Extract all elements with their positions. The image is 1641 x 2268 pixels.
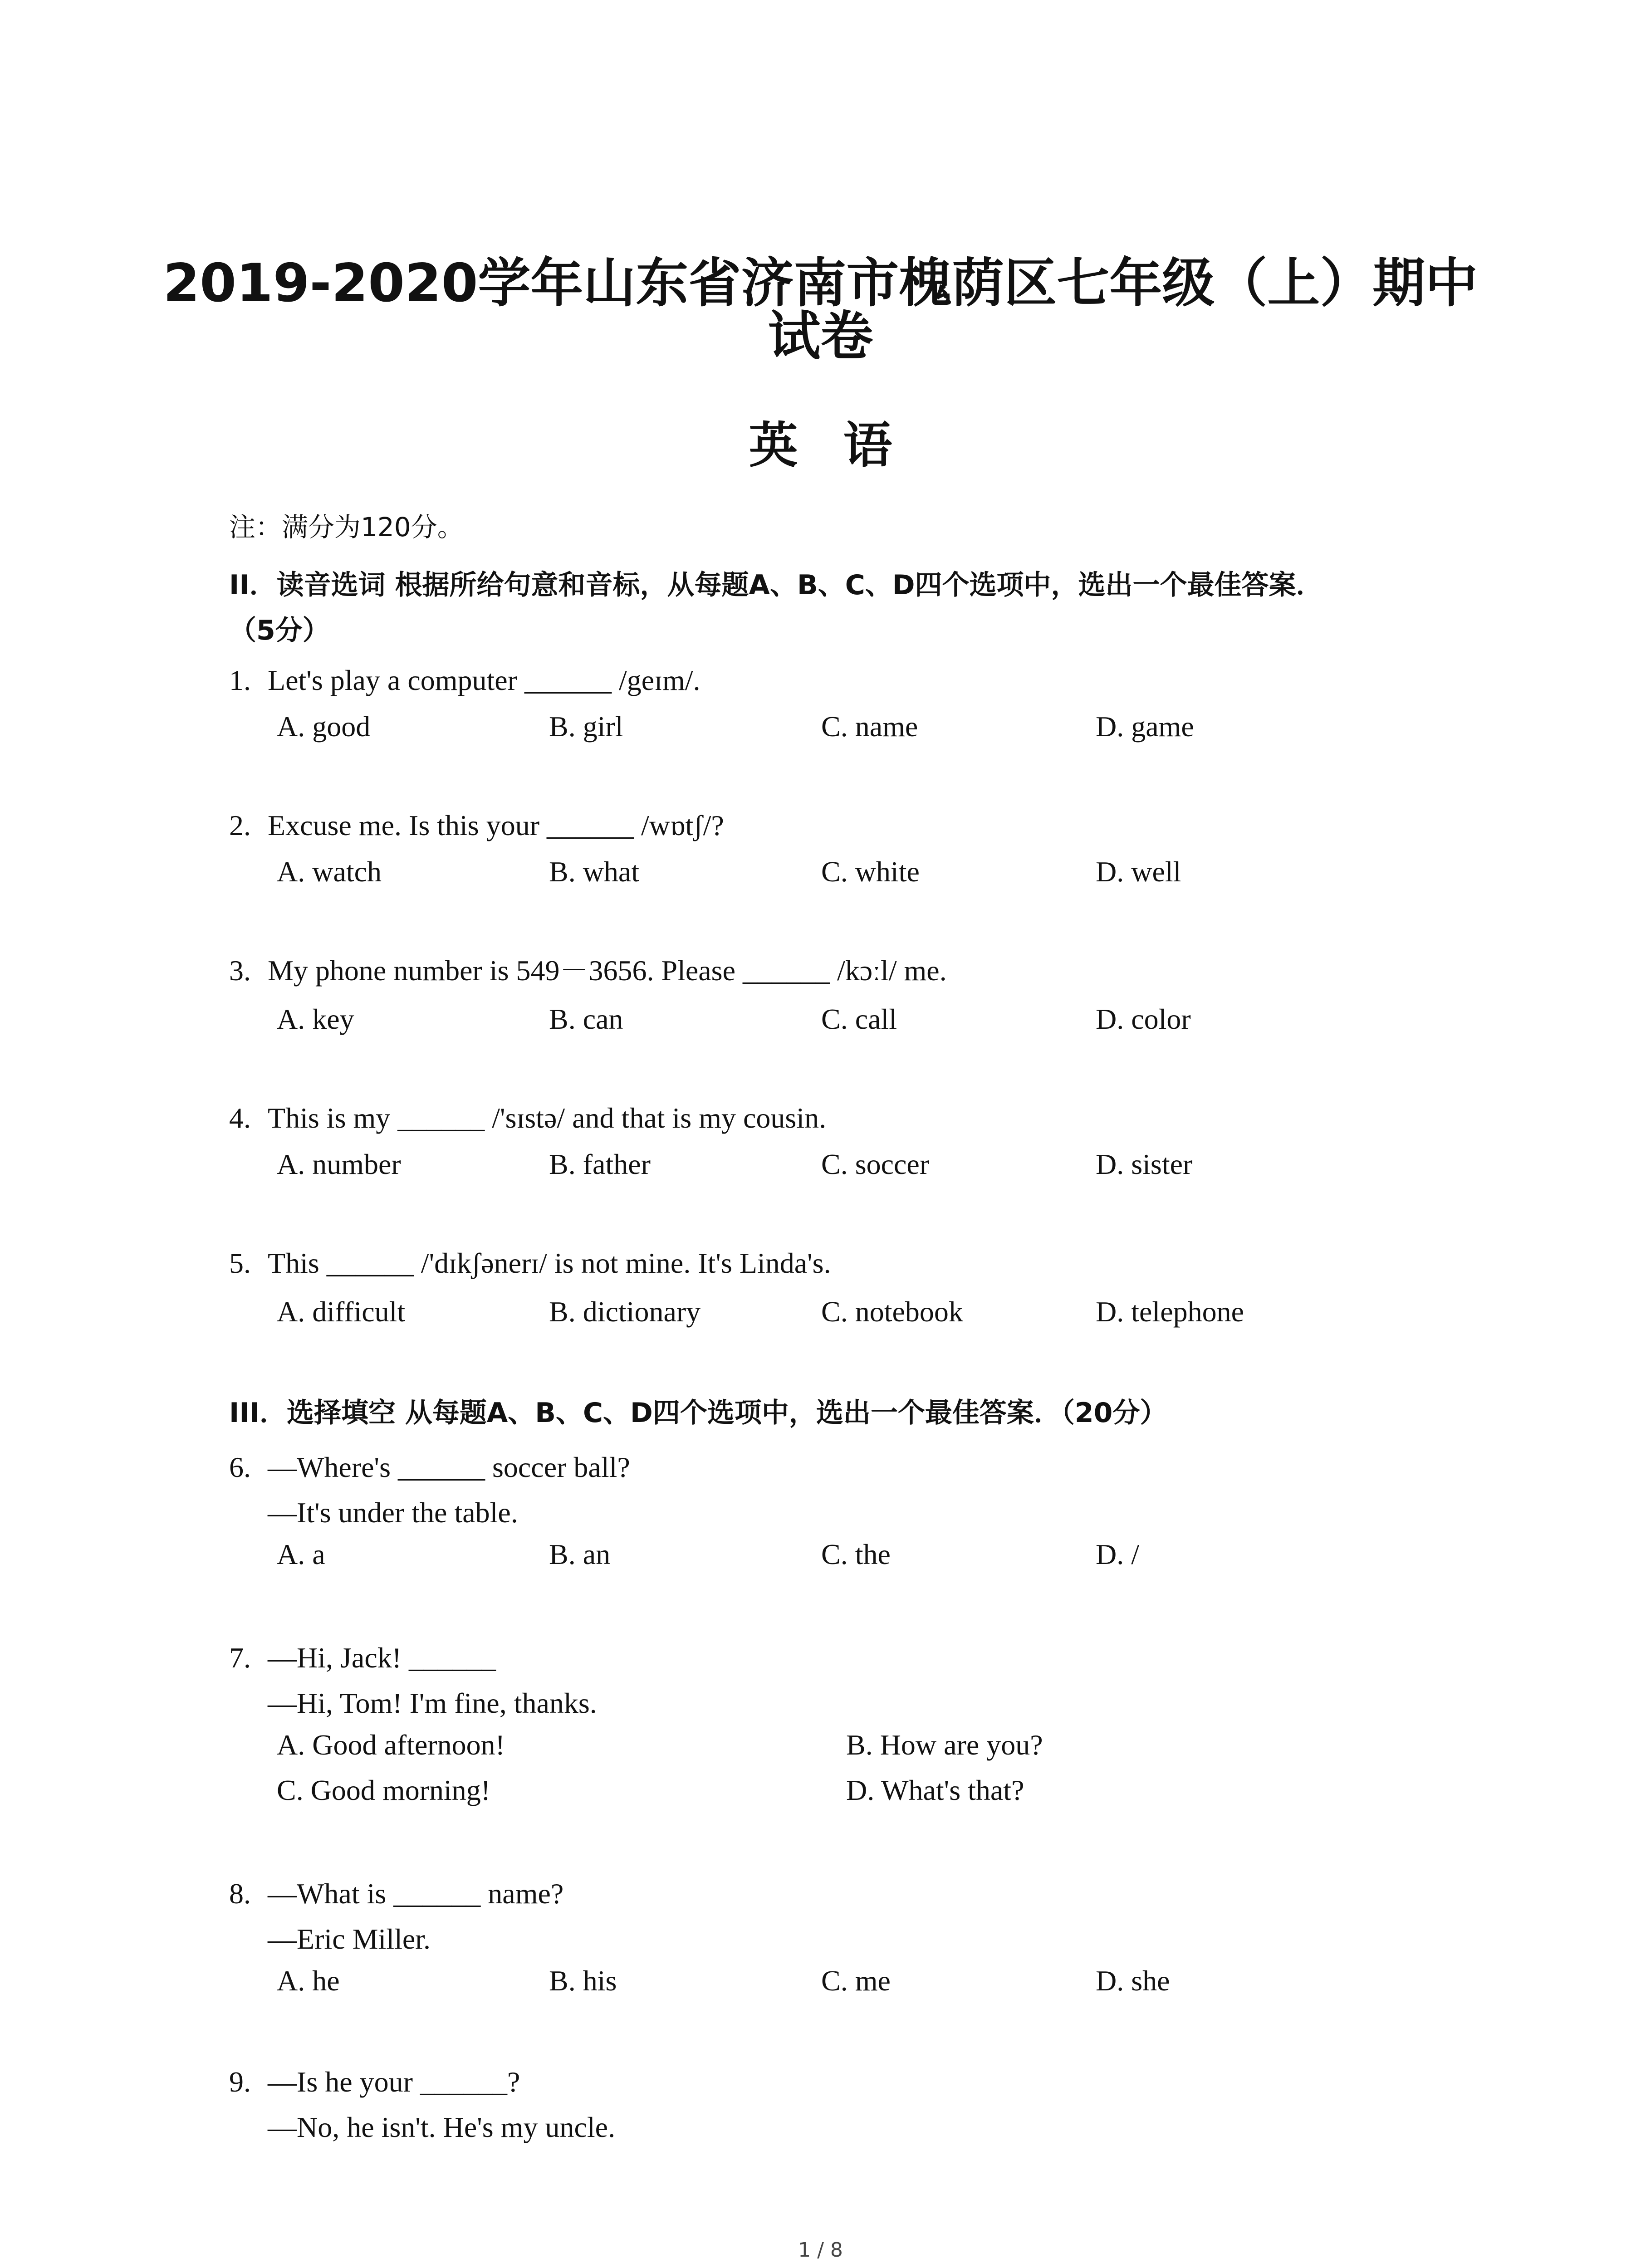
question-8 [229,1871,563,1916]
q9-reply: —No, he isn't. He's my uncle. [268,2111,616,2143]
q3-option-c: C. call [821,1003,897,1035]
question-number: 9. [229,2066,251,2098]
exam-title-line2: 试卷 [768,306,873,367]
question-number: 3. [229,954,251,987]
q4-option-a: A. number [277,1148,401,1180]
q3-option-b: B. can [549,1003,623,1035]
section-2-heading-line2: （5分） [229,615,330,646]
q5-option-c: C. notebook [821,1295,963,1328]
q1-option-c: C. name [821,710,918,743]
section-2-heading-line1: II．读音选词 根据所给句意和音标，从每题A、B、C、D四个选项中，选出一个最佳答案． [229,569,1323,601]
q7-option-d: D. What's that? [846,1774,1024,1806]
question-text: This ______ /'dɪkʃənerɪ/ is not mine. It's Linda's. [268,1247,831,1279]
question-9 [229,2059,520,2105]
q8-option-b: B. his [549,1965,617,1997]
q8-option-c: C. me [821,1965,891,1997]
q2-option-b: B. what [549,855,640,888]
q6-option-a: A. a [277,1538,325,1570]
q6-reply: —It's under the table. [268,1496,518,1529]
question-text: —What is ______ name? [268,1877,564,1910]
q5-option-b: B. dictionary [549,1295,701,1328]
q5-option-d: D. telephone [1096,1295,1244,1328]
question-number: 6. [229,1451,251,1483]
question-text: —Hi, Jack! ______ [268,1642,496,1674]
q2-option-d: D. well [1096,855,1181,888]
q1-option-a: A. good [277,710,371,743]
q8-reply: —Eric Miller. [268,1923,431,1955]
q4-option-c: C. soccer [821,1148,930,1180]
score-note: 注：满分为120分。 [229,512,464,543]
question-5 [229,1241,831,1286]
question-number: 7. [229,1642,251,1674]
question-6 [229,1445,630,1490]
q2-option-c: C. white [821,855,920,888]
question-number: 1. [229,664,251,696]
q8-option-d: D. she [1096,1965,1170,1997]
question-number: 4. [229,1102,251,1134]
question-number: 2. [229,809,251,841]
q4-option-b: B. father [549,1148,651,1180]
question-text: Let's play a computer ______ /geɪm/. [268,664,700,696]
question-text: —Is he your ______? [268,2066,520,2098]
q3-option-d: D. color [1096,1003,1191,1035]
q6-option-b: B. an [549,1538,611,1570]
q8-option-a: A. he [277,1965,340,1997]
question-4 [229,1095,826,1141]
question-3 [229,948,947,993]
question-text: This is my ______ /'sɪstə/ and that is my cousin. [268,1102,827,1134]
q4-option-d: D. sister [1096,1148,1193,1180]
subject-heading: 英语 [749,417,938,474]
question-2 [229,803,724,848]
page-number: 1 / 8 [798,2239,843,2262]
section-2-heading [229,562,1454,653]
question-text: —Where's ______ soccer ball? [268,1451,630,1483]
question-text: Excuse me. Is this your ______ /wɒtʃ/? [268,809,724,841]
q6-option-c: C. the [821,1538,891,1570]
q7-option-b: B. How are you? [846,1729,1043,1761]
q6-option-d: D. / [1096,1538,1139,1570]
q5-option-a: A. difficult [277,1295,406,1328]
q2-option-a: A. watch [277,855,382,888]
q7-option-c: C. Good morning! [277,1774,491,1806]
question-number: 8. [229,1877,251,1910]
question-text: My phone number is 549－3656. Please ______ /kɔːl/ me. [268,954,947,987]
q1-option-b: B. girl [549,710,623,743]
exam-title-line1: 2019-2020学年山东省济南市槐荫区七年级（上）期中 [163,253,1478,314]
q3-option-a: A. key [277,1003,354,1035]
q1-option-d: D. game [1096,710,1194,743]
question-1 [229,658,700,703]
section-3-heading: III．选择填空 从每题A、B、C、D四个选项中，选出一个最佳答案．（20分） [229,1397,1167,1429]
q7-reply: —Hi, Tom! I'm fine, thanks. [268,1687,597,1719]
question-number: 5. [229,1247,251,1279]
question-7 [229,1635,496,1681]
q7-option-a: A. Good afternoon! [277,1729,505,1761]
